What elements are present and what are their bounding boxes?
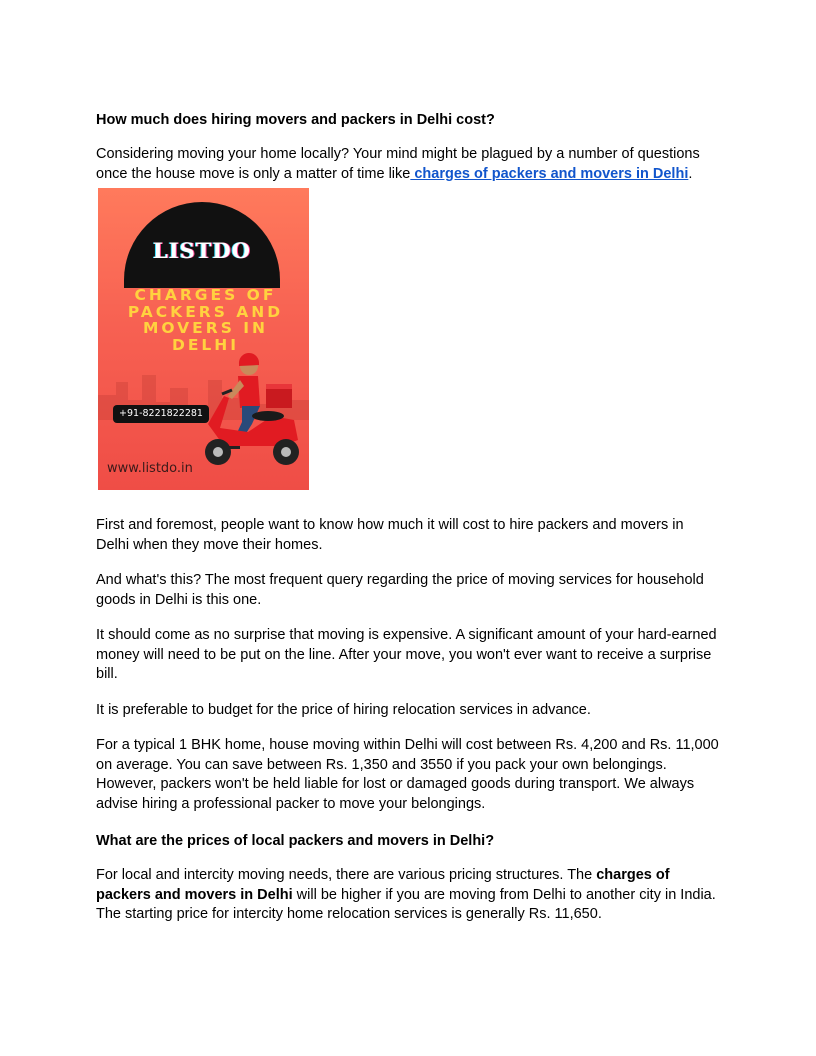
paragraph-1bhk-cost: For a typical 1 BHK home, house moving within Delhi will cost between Rs. 4,200 and Rs. 11,000 on average. You can save between Rs. 1,350 and 3550 if you pack your own belongings. However, packers won't be held liable for lost or damaged goods during transport. We always advise hiring a professional packer to move your belongings. <box>96 737 719 812</box>
document-page <box>96 109 720 925</box>
paragraph-frequent-query: And what's this? The most frequent query regarding the price of moving services for household goods in Delhi is this one. <box>96 572 704 608</box>
promo-headline <box>118 287 293 353</box>
heading-cost: How much does hiring movers and packers in Delhi cost? <box>96 112 495 128</box>
paragraph-first-and-foremost: First and foremost, people want to know how much it will cost to hire packers and movers in Delhi when they move their homes. <box>96 517 684 553</box>
promo-phone-badge: +91-8221822281 <box>113 405 209 423</box>
headline-line-3: MOVERS IN <box>142 319 268 337</box>
intro-period: . <box>688 165 693 182</box>
promo-image <box>98 188 309 490</box>
heading-local-prices: What are the prices of local packers and movers in Delhi? <box>96 833 495 849</box>
paragraph-pricing-structures <box>96 866 720 925</box>
listdo-logo: LISTDO <box>153 238 251 263</box>
headline-line-4: DELHI <box>171 335 240 354</box>
intro-paragraph <box>96 145 720 184</box>
paragraph-expensive: It should come as no surprise that moving is expensive. A significant amount of your hard-earned money will need to be put on the line. After your move, you won't ever want to receive a surprise bill. <box>96 627 717 682</box>
headline-line-2: PACKERS AND <box>127 302 284 321</box>
headline-line-1: CHARGES OF <box>134 286 277 304</box>
pricing-bold-phrase: charges of packers and movers in Delhi <box>96 867 670 903</box>
promo-website: www.listdo.in <box>107 461 193 476</box>
charges-link[interactable]: charges of packers and movers in Delhi <box>410 165 689 182</box>
intro-text: Considering moving your home locally? Your mind might be plagued by a number of questions once the house move is only a matter of time like <box>96 146 700 182</box>
scooter-rider-illustration <box>194 346 309 476</box>
pricing-text-start: For local and intercity moving needs, there are various pricing structures. The <box>96 867 597 883</box>
pricing-text-end: will be higher if you are moving from Delhi to another city in India. The starting price for intercity home relocation services is generally Rs. 11,650. <box>96 886 716 922</box>
paragraph-budget: It is preferable to budget for the price of hiring relocation services in advance. <box>96 701 591 718</box>
